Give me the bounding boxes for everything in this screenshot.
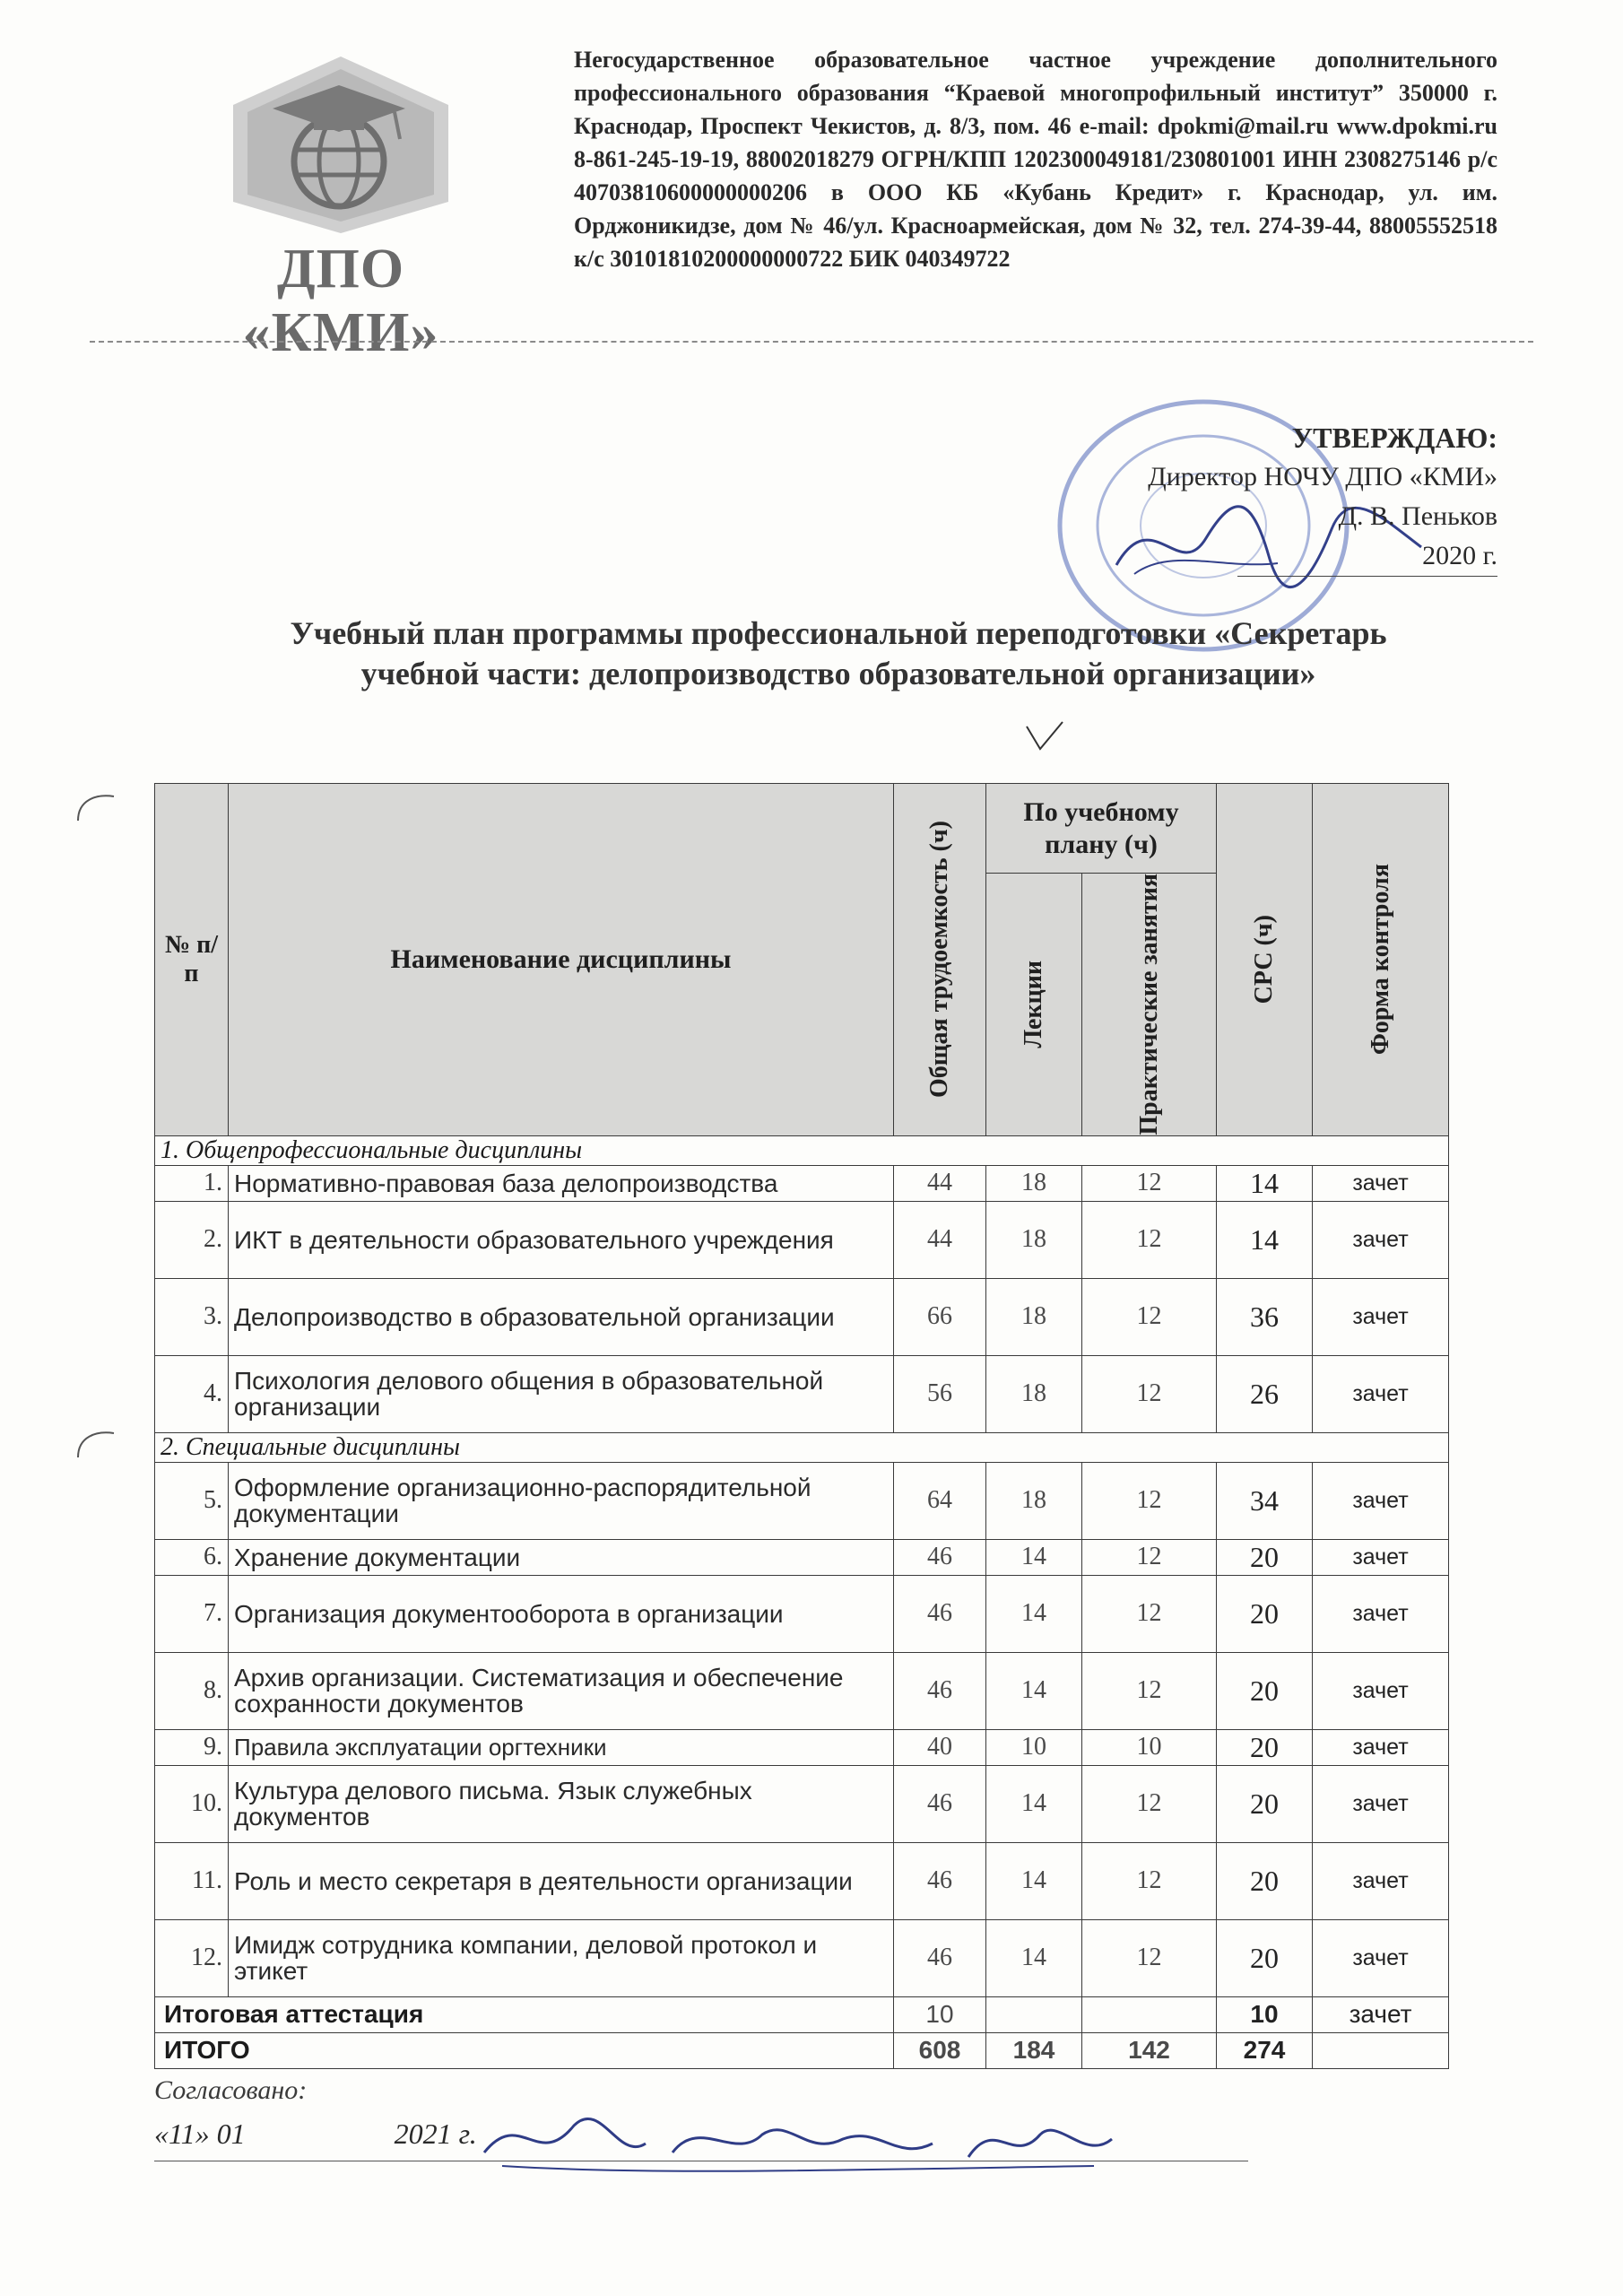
grand-total-row: [155, 2032, 1449, 2068]
row-number: 10.: [155, 1765, 229, 1842]
table-row: [155, 1539, 1449, 1575]
approval-block: [1148, 418, 1497, 577]
control-form: зачет: [1313, 1842, 1449, 1919]
total-hours: 44: [894, 1165, 986, 1201]
practice-hours: 12: [1082, 1919, 1217, 1996]
table-row: [155, 1278, 1449, 1355]
total-hours: 46: [894, 1575, 986, 1652]
total-hours: 46: [894, 1919, 986, 1996]
lecture-hours: 18: [986, 1462, 1082, 1539]
total-hours: 10: [894, 1996, 986, 2032]
header-control-form: Форма контроля: [1313, 784, 1449, 1136]
control-form: зачет: [1313, 1539, 1449, 1575]
control-form: зачет: [1313, 1729, 1449, 1765]
srs-hours: 36: [1217, 1278, 1313, 1355]
total-hours: 66: [894, 1278, 986, 1355]
discipline-name: Психология делового общения в образовательной организации: [229, 1355, 894, 1432]
control-form: зачет: [1313, 1765, 1449, 1842]
table-row: [155, 1575, 1449, 1652]
grand-total-label: ИТОГО: [155, 2032, 894, 2068]
discipline-name: Правила эксплуатации оргтехники: [229, 1729, 894, 1765]
practice-hours: 12: [1082, 1842, 1217, 1919]
approval-date: 2020 г.: [1237, 536, 1497, 577]
practice-hours: 10: [1082, 1729, 1217, 1765]
control-form: зачет: [1313, 1462, 1449, 1539]
srs-hours: 10: [1217, 1996, 1313, 2032]
curriculum-table: [154, 783, 1449, 2069]
logo-text: ДПО «КМИ»: [242, 239, 439, 363]
practice-hours: 12: [1082, 1165, 1217, 1201]
control-form: зачет: [1313, 1575, 1449, 1652]
lecture-hours: 14: [986, 1919, 1082, 1996]
section-title: 2. Специальные дисциплины: [155, 1432, 1449, 1462]
header-divider: [90, 341, 1533, 343]
srs-hours: 20: [1217, 1765, 1313, 1842]
table-row: [155, 1462, 1449, 1539]
agreement-date-prefix: «11» 01: [154, 2118, 246, 2150]
lecture-hours: 14: [986, 1575, 1082, 1652]
practice-hours: 142: [1082, 2032, 1217, 2068]
srs-hours: 14: [1217, 1201, 1313, 1278]
approval-name: Д. В. Пеньков: [1338, 501, 1497, 531]
srs-hours: 20: [1217, 1539, 1313, 1575]
srs-hours: 26: [1217, 1355, 1313, 1432]
table-row: [155, 1165, 1449, 1201]
discipline-name: Роль и место секретаря в деятельности организации: [229, 1842, 894, 1919]
table-row: [155, 1765, 1449, 1842]
lecture-hours: 18: [986, 1278, 1082, 1355]
lecture-hours: 14: [986, 1765, 1082, 1842]
practice-hours: 12: [1082, 1201, 1217, 1278]
organization-details: Негосударственное образовательное частное учреждение дополнительного профессионального образования “Краевой многопрофильный институт” 350000 г. Краснодар, Проспект Чекистов, д. 8/3, пом. 46 e-mail: dpokmi@mail.ru www.dpokmi.ru 8-861-245-19-19, 88002018279 ОГРН/КПП 1202300049181/230801001 ИНН 2308275146 р/с 40703810600000000206 в ООО КБ «Кубань Кредит» г. Краснодар, ул. им. Орджоникидзе, дом № 46/ул. Красноармейская, дом № 32, тел. 274-39-44, 88005552518 к/с 30101810200000000722 БИК 040349722: [574, 47, 1497, 272]
srs-hours: 20: [1217, 1919, 1313, 1996]
approval-position: Директор НОЧУ ДПО «КМИ»: [1148, 462, 1497, 491]
header-plan-hours: По учебному плану (ч): [986, 784, 1217, 874]
discipline-name: Делопроизводство в образовательной организации: [229, 1278, 894, 1355]
checkmark-icon: [1022, 718, 1067, 753]
row-number: 4.: [155, 1355, 229, 1432]
discipline-name: Архив организации. Систематизация и обеспечение сохранности документов: [229, 1652, 894, 1729]
control-form: зачет: [1313, 1201, 1449, 1278]
row-number: 2.: [155, 1201, 229, 1278]
total-hours: 44: [894, 1201, 986, 1278]
practice-hours: 12: [1082, 1575, 1217, 1652]
total-hours: 46: [894, 1539, 986, 1575]
row-number: 11.: [155, 1842, 229, 1919]
row-number: 8.: [155, 1652, 229, 1729]
row-number: 5.: [155, 1462, 229, 1539]
discipline-name: Хранение документации: [229, 1539, 894, 1575]
punch-hole-mark: [74, 1426, 118, 1462]
final-attestation-label: Итоговая аттестация: [155, 1996, 894, 2032]
srs-hours: 20: [1217, 1729, 1313, 1765]
practice-hours: 12: [1082, 1278, 1217, 1355]
header-total-hours: Общая трудоемкость (ч): [894, 784, 986, 1136]
lecture-hours: 18: [986, 1355, 1082, 1432]
control-form: зачет: [1313, 1165, 1449, 1201]
srs-hours: 34: [1217, 1462, 1313, 1539]
lecture-hours: 10: [986, 1729, 1082, 1765]
lecture-hours: 14: [986, 1842, 1082, 1919]
row-number: 7.: [155, 1575, 229, 1652]
total-hours: 46: [894, 1765, 986, 1842]
practice-hours: 12: [1082, 1539, 1217, 1575]
practice-hours: [1082, 1996, 1217, 2032]
practice-hours: 12: [1082, 1652, 1217, 1729]
total-hours: 64: [894, 1462, 986, 1539]
row-number: 3.: [155, 1278, 229, 1355]
lecture-hours: [986, 1996, 1082, 2032]
agreement-signature: [466, 2090, 1148, 2179]
control-form: зачет: [1313, 1919, 1449, 1996]
row-number: 6.: [155, 1539, 229, 1575]
srs-hours: 274: [1217, 2032, 1313, 2068]
table-row: [155, 1842, 1449, 1919]
lecture-hours: 18: [986, 1165, 1082, 1201]
table-row: [155, 1355, 1449, 1432]
discipline-name: Организация документооборота в организации: [229, 1575, 894, 1652]
srs-hours: 20: [1217, 1842, 1313, 1919]
agreement-label: Согласовано:: [154, 2075, 308, 2105]
header-practice: Практические занятия: [1082, 874, 1217, 1136]
header-discipline-name: Наименование дисциплины: [229, 784, 894, 1136]
srs-hours: 20: [1217, 1575, 1313, 1652]
table-row: [155, 1201, 1449, 1278]
approval-title: УТВЕРЖДАЮ:: [1291, 422, 1497, 454]
practice-hours: 12: [1082, 1462, 1217, 1539]
agreement-date-suffix: 2021 г.: [394, 2118, 477, 2150]
control-form: зачет: [1313, 1278, 1449, 1355]
lecture-hours: 14: [986, 1539, 1082, 1575]
total-hours: 608: [894, 2032, 986, 2068]
lecture-hours: 14: [986, 1652, 1082, 1729]
discipline-name: Имидж сотрудника компании, деловой протокол и этикет: [229, 1919, 894, 1996]
control-form: зачет: [1313, 1652, 1449, 1729]
srs-hours: 20: [1217, 1652, 1313, 1729]
row-number: 12.: [155, 1919, 229, 1996]
total-hours: 46: [894, 1652, 986, 1729]
table-row: [155, 1919, 1449, 1996]
document-title: Учебный план программы профессиональной переподготовки «Секретарь учебной части: делопроизводство образовательной организации»: [290, 615, 1387, 691]
control-form: зачет: [1313, 1355, 1449, 1432]
table-row: [155, 1652, 1449, 1729]
table-row: [155, 1729, 1449, 1765]
institute-logo: [179, 49, 502, 363]
total-hours: 46: [894, 1842, 986, 1919]
total-hours: 40: [894, 1729, 986, 1765]
discipline-name: Культура делового письма. Язык служебных документов: [229, 1765, 894, 1842]
header-number: № п/п: [155, 784, 229, 1136]
final-attestation-row: [155, 1996, 1449, 2032]
discipline-name: Оформление организационно-распорядительной документации: [229, 1462, 894, 1539]
punch-hole-mark: [74, 789, 118, 825]
discipline-name: Нормативно-правовая база делопроизводства: [229, 1165, 894, 1201]
row-number: 1.: [155, 1165, 229, 1201]
header-srs-hours: СРС (ч): [1217, 784, 1313, 1136]
globe-graduation-cap-icon: [179, 49, 502, 238]
practice-hours: 12: [1082, 1355, 1217, 1432]
section-title: 1. Общепрофессиональные дисциплины: [155, 1135, 1449, 1165]
total-hours: 56: [894, 1355, 986, 1432]
header-lectures: Лекции: [986, 874, 1082, 1136]
lecture-hours: 18: [986, 1201, 1082, 1278]
control-form: зачет: [1313, 1996, 1449, 2032]
discipline-name: ИКТ в деятельности образовательного учреждения: [229, 1201, 894, 1278]
srs-hours: 14: [1217, 1165, 1313, 1201]
control-form: [1313, 2032, 1449, 2068]
lecture-hours: 184: [986, 2032, 1082, 2068]
practice-hours: 12: [1082, 1765, 1217, 1842]
row-number: 9.: [155, 1729, 229, 1765]
